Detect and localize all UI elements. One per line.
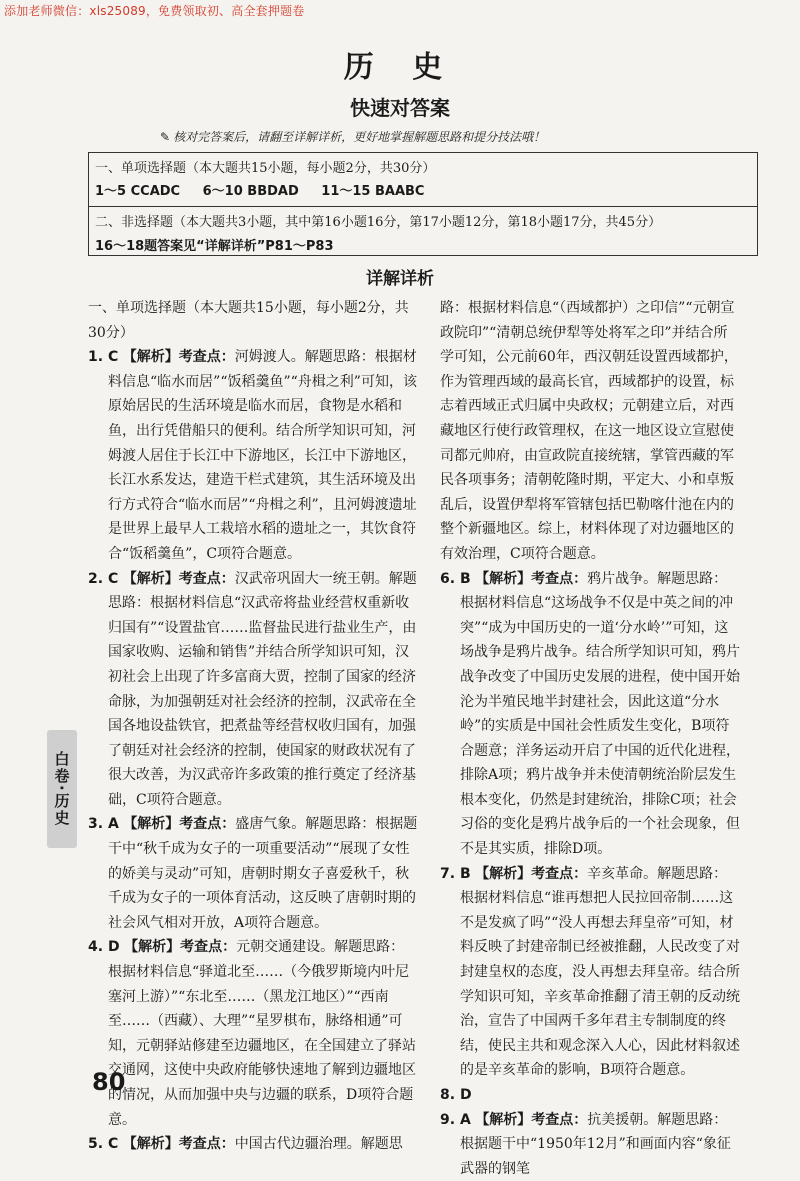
question-item — [88, 567, 418, 813]
analysis-tag: 【解析】考查点： — [122, 1136, 235, 1153]
nonchoice-header: 二、非选择题（本大题共3小题，其中第16小题16分，第17小题12分，第18小题17分，共45分） — [95, 215, 662, 230]
analysis-body: 中国古代边疆治理。解题思 — [234, 1136, 403, 1153]
question-number: 6. — [440, 570, 456, 587]
analysis-body: 辛亥革命。解题思路：根据材料信息“谁再想把人民拉回帝制……这不是发疯了吗”“没人再想去拜皇帝”可知，材料反映了封建帝制已经被推翻，人民改变了对封建皇权的态度，没人再想去拜皇帝。结合所学知识可知，辛亥革命推翻了清王朝的反动统治，宣告了中国两千多年君主专制制度的终结，使民主共和观念深入人心，因此材料叙述的是辛亥革命的影响，B项符合题意。 — [460, 865, 740, 1079]
page-subtitle: 快速对答案 — [350, 96, 450, 120]
analysis-body: 盛唐气象。解题思路：根据题干中“秋千成为女子的一项重要活动”“展现了女性的娇美与灵动”可知，唐朝时期女子喜爱秋千，秋千成为女子的一项体育活动，这反映了唐朝时期的社会风气相对开放，A项符合题意。 — [108, 816, 418, 931]
analysis-tag: 【解析】考查点： — [475, 1111, 588, 1128]
analysis-tag: 【解析】考查点： — [122, 349, 235, 366]
watermark-text: 添加老师微信：xls25089，免费领取初、高全套押题卷 — [4, 4, 305, 18]
analysis-tag: 【解析】考查点： — [475, 570, 588, 587]
question-item — [88, 812, 418, 935]
question-answer: C — [108, 349, 119, 366]
detailed-analysis-heading: 详解详析 — [366, 269, 434, 289]
question-answer: D — [108, 939, 120, 956]
analysis-body: 河姆渡人。解题思路：根据材料信息“临水而居”“饭稻羹鱼”“舟楫之利”可知，该原始居民的生活环境是临水而居，食物是水稻和鱼，出行凭借船只的便利。结合所学知识可知，河姆渡人居住于长江中下游地区，长江中下游地区，长江水系发达，建造干栏式建筑，其生活环境及出行方式符合“临水而居”“舟楫之利”，且河姆渡遗址是世界上最早人工栽培水稻的遗址之一，其饮食符合“饭稻羹鱼”，C项符合题意。 — [108, 349, 417, 562]
section-label: 一、单项选择题（本大题共15小题，每小题2分，共30分） — [88, 300, 409, 341]
analysis-tag: 【解析】考查点： — [122, 570, 235, 587]
question-item — [88, 935, 418, 1132]
answer-group: 11～15 BAABC — [321, 184, 425, 199]
question-answer: C — [108, 1136, 119, 1153]
answer-key-row — [89, 180, 757, 199]
question-answer: A — [460, 1111, 471, 1128]
analysis-tag: 【解析】考查点： — [123, 816, 236, 833]
question-number: 3. — [88, 816, 104, 833]
answer-group: 1～5 CCADC — [95, 184, 181, 199]
question-number: 5. — [88, 1136, 104, 1153]
question-item — [440, 1083, 740, 1108]
question-number: 1. — [88, 349, 104, 366]
single-choice-header: 一、单项选择题（本大题共15小题，每小题2分，共30分） — [95, 161, 436, 176]
analysis-body: 鸦片战争。解题思路：根据材料信息“这场战争不仅是中英之间的冲突”“成为中国历史的一道‘分水岭’”可知，这场战争是鸦片战争。结合所学知识可知，鸦片战争改变了中国历史发展的进程，使中国开始沦为半殖民地半封建社会，因此这道“分水岭”的实质是中国社会性质发生变化，B项符合题意；洋务运动开启了中国的近代化进程，排除A项；鸦片战争并未使清朝统治阶层发生根本变化，仍然是封建统治，排除C项；社会习俗的变化是鸦片战争后的一个社会现象，但不是其实质，排除D项。 — [460, 570, 740, 858]
answer-group: 6～10 BBDAD — [202, 184, 299, 199]
box-divider — [89, 206, 757, 207]
analysis-body: 元朝交通建设。解题思路：根据材料信息“驿道北至……（今俄罗斯境内叶尼塞河上游）”“东北至……（黑龙江地区）”“西南至……（西藏）、大理”“星罗棋布，脉络相通”可知，元朝驿站修建至边疆地区，在全国建立了驿站交通网，这使中央政府能够快速地了解到边疆地区的情况，从而加强中央与边疆的联系，D项符合题意。 — [108, 939, 416, 1128]
pen-icon: ✎ — [160, 130, 171, 144]
question-number: 9. — [440, 1111, 456, 1128]
analysis-tag: 【解析】考查点： — [475, 865, 588, 882]
question-answer: B — [460, 865, 471, 882]
question-number: 7. — [440, 865, 456, 882]
tip-text: 核对完答案后，请翻至详解详析，更好地掌握解题思路和提分技法哦！ — [173, 130, 546, 144]
right-column — [440, 296, 740, 1177]
continued-analysis: 路：根据材料信息“（西域都护）之印信”“元朝宣政院印”“清朝总统伊犁等处将军之印”并结合所学可知，公元前60年，西汉朝廷设置西域都护，作为管理西域的最高长官，西域都护的设置，标志着西域正式归属中央政权；元朝建立后，对西藏地区行使行政管理权，在这一地区设立宣慰使司都元帅府，由宣政院直接统辖，掌管西藏的军民各项事务；清朝乾隆时期，平定大、小和卓叛乱后，设置伊犁将军管辖包括巴勒喀什池在内的整个新疆地区。综上，材料体现了对边疆地区的有效治理，C项符合题意。 — [440, 300, 738, 562]
question-answer: B — [460, 570, 471, 587]
quick-answer-box — [88, 152, 758, 256]
question-item — [440, 567, 740, 862]
question-answer: A — [108, 816, 119, 833]
page-title: 历 史 — [343, 50, 457, 85]
analysis-body: 抗美援朝。解题思路：根据题干中“1950年12月”和画面内容“象征武器的钢笔 — [460, 1111, 731, 1177]
question-number: 8. — [440, 1087, 456, 1103]
question-answer: C — [108, 570, 119, 587]
tip-line — [160, 128, 545, 145]
analysis-tag: 【解析】考查点： — [124, 939, 237, 956]
analysis-body: 汉武帝巩固大一统王朝。解题思路：根据材料信息“汉武帝将盐业经营权重新收归国有”“设置盐官……监督盐民进行盐业生产，由国家收购、运输和销售”并结合所学知识可知，汉初社会上出现了许多富商大贾，控制了国家的经济命脉，为加强朝廷对社会经济的控制，汉武帝在全国各地设盐铁官，把煮盐等经营权收归国有，加强了朝廷对社会经济的控制，使国家的财政状况有了很大改善，为汉武帝许多政策的推行奠定了经济基础，C项符合题意。 — [108, 570, 417, 808]
side-tab-label: 白卷·历史 — [47, 730, 77, 848]
question-number: 4. — [88, 939, 104, 956]
question-item — [440, 1108, 740, 1181]
question-item — [440, 862, 740, 1083]
question-number: 2. — [88, 570, 104, 587]
nonchoice-note: 16～18题答案见“详解详析”P81～P83 — [95, 239, 334, 254]
question-item — [88, 345, 418, 566]
left-column — [88, 296, 418, 1157]
question-item — [88, 1132, 418, 1157]
page-number: 80 — [92, 1068, 126, 1096]
question-answer: D — [460, 1087, 472, 1103]
